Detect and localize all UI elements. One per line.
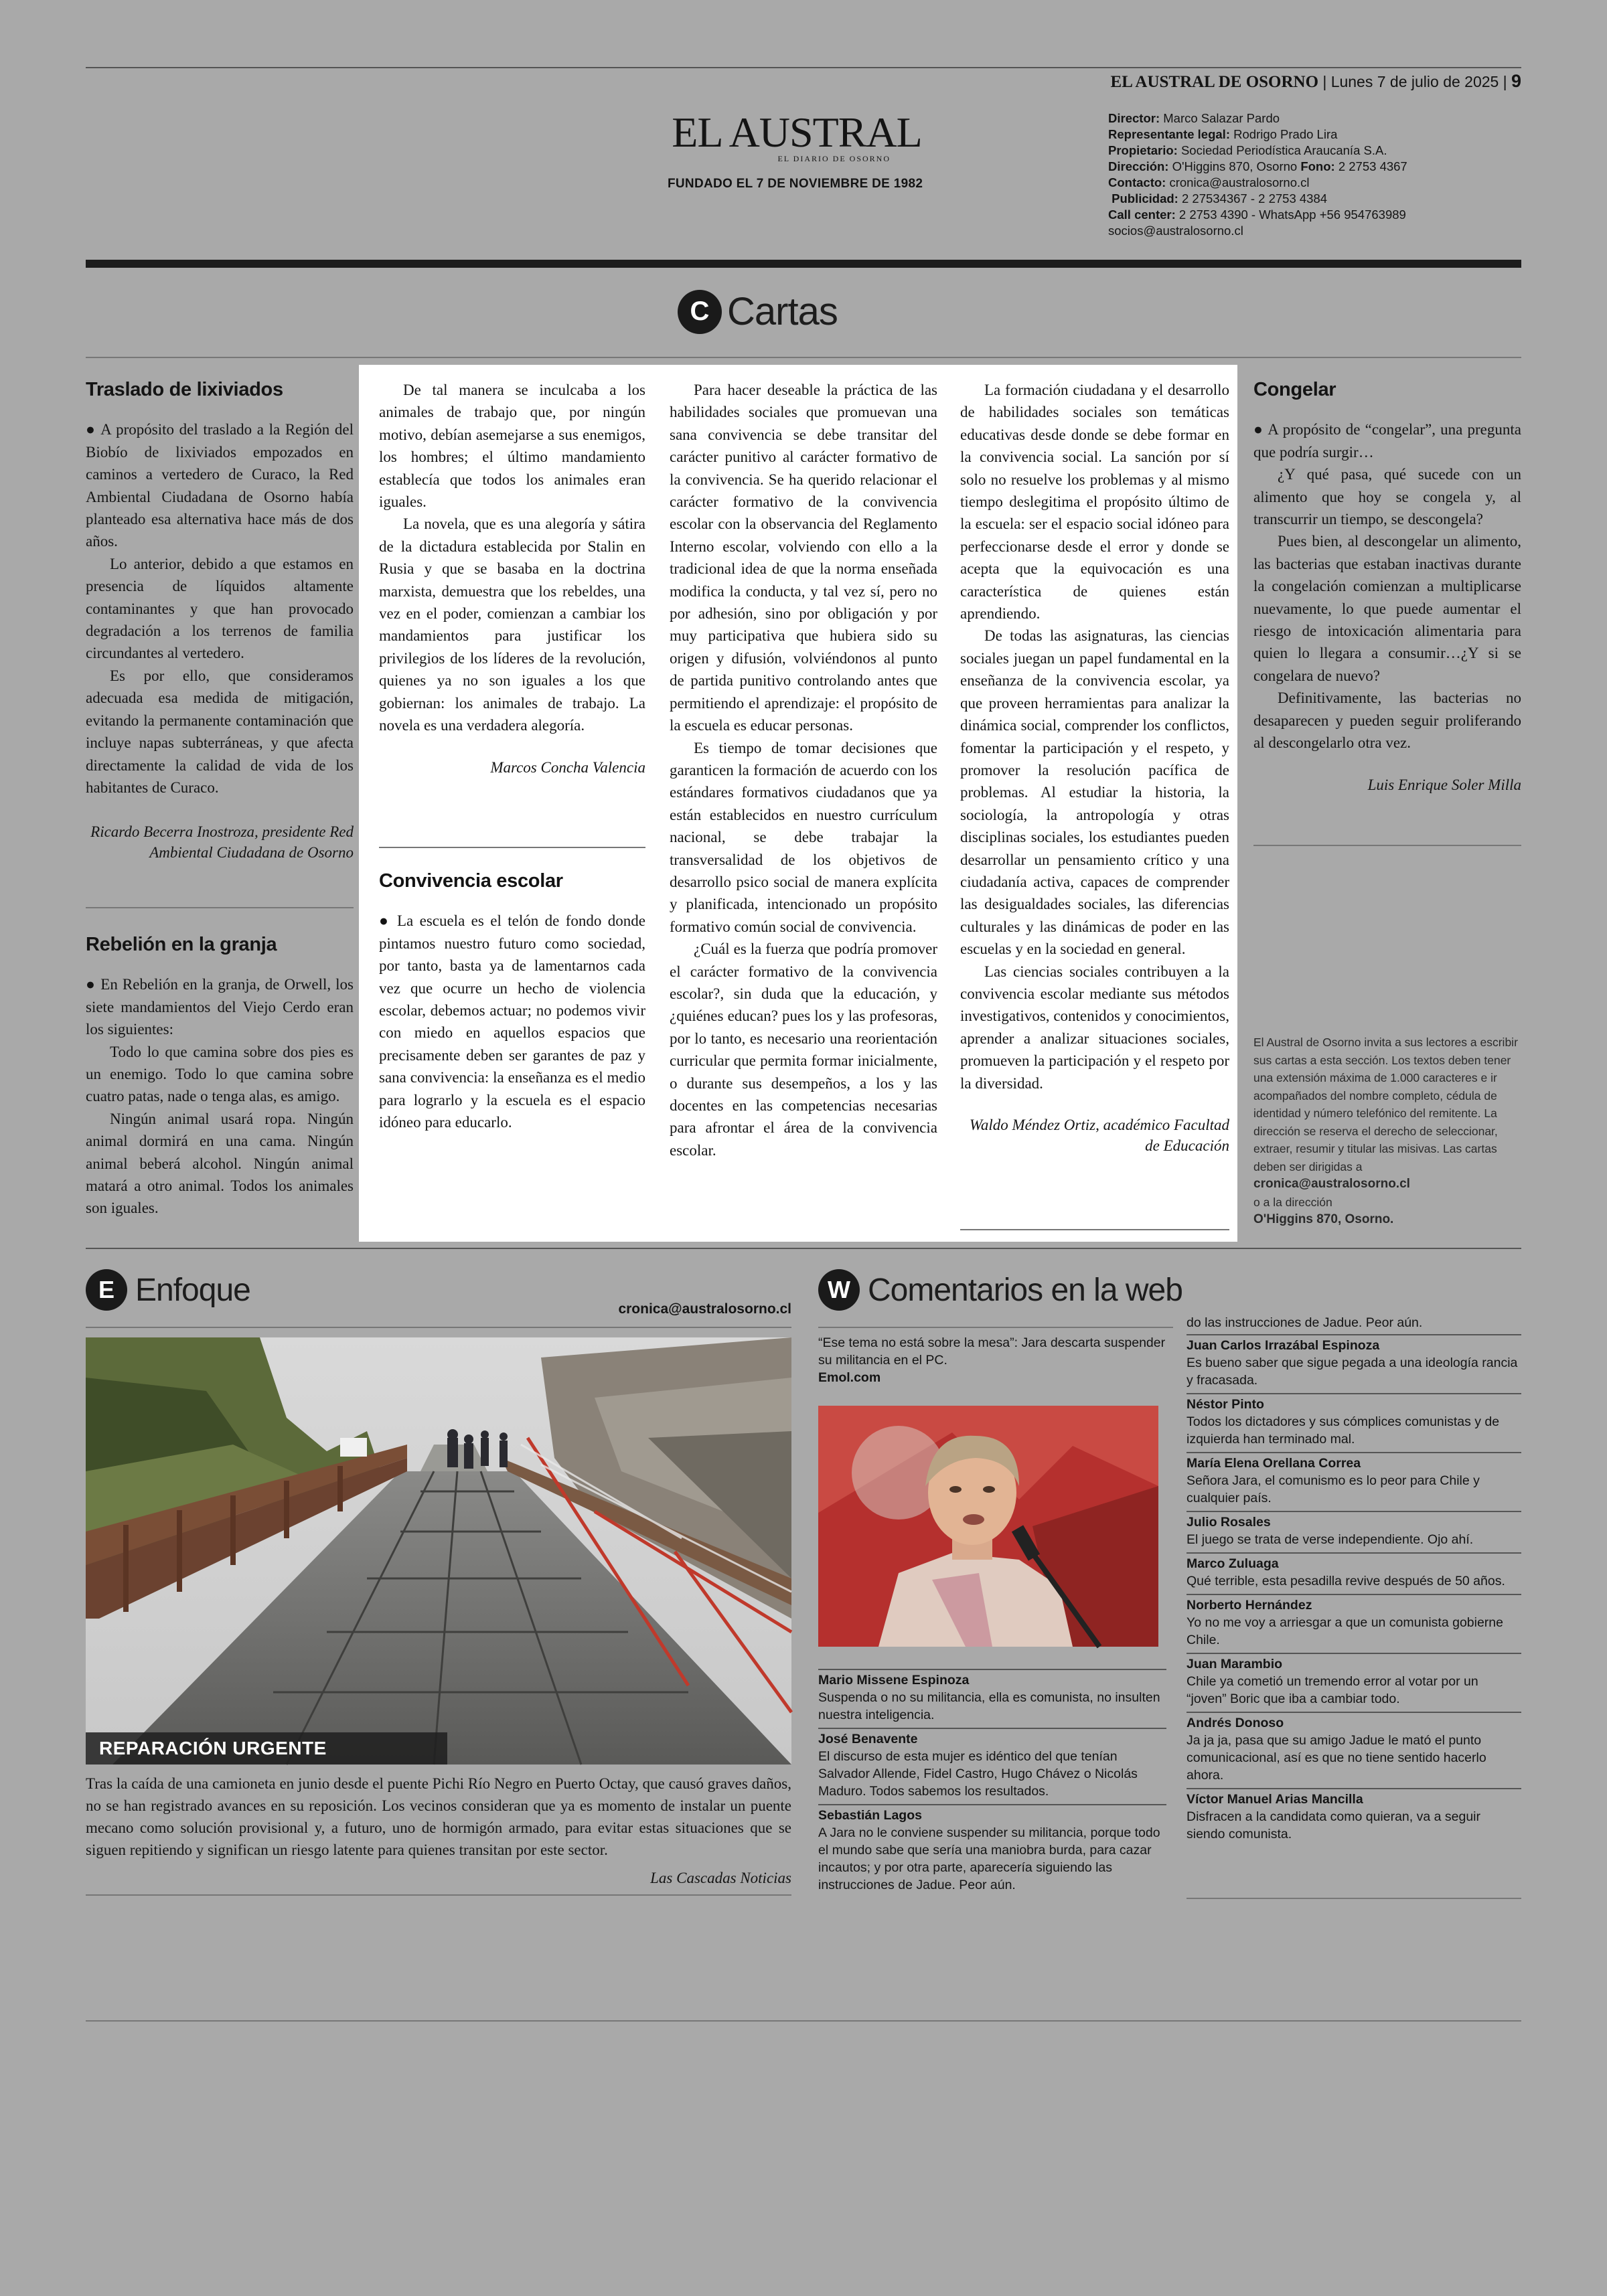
divider-col1	[86, 907, 354, 908]
logo-sub: EL DIARIO DE OSORNO	[777, 154, 891, 163]
invitation-address: O'Higgins 870, Osorno.	[1253, 1212, 1394, 1226]
enfoque-rule	[86, 1327, 791, 1328]
socios-email[interactable]: socios@australosorno.cl	[1108, 224, 1243, 238]
convivencia-p6: De todas las asignaturas, las ciencias sociales juegan un papel fundamental en la enseñanza de la convivencia escolar, ya que proveen herramientas para analizar la dinámica social, comprender los conflictos, fomentar la participación y el respeto, y promover la resolución pacífica de problemas. Al estudiar la historia, la sociología, la antropología y otras disciplinas sociales, los estudiantes pueden desarrollar un pensamiento crítico y una ciudadanía activa, capaces de comprender las desigualdades sociales, las diferencias culturales y las dinámicas de poder en las escuelas y en la sociedad en general.	[960, 627, 1229, 958]
comment-text: Suspenda o no su militancia, ella es comunista, no insulten nuestra inteligencia.	[818, 1690, 1160, 1722]
rebelion-p3: Ningún animal usará ropa. Ningún animal dormirá en una cama. Ningún animal beberá alcohol. Ningún animal matará a otro animal. Todos los animales son iguales.	[86, 1110, 354, 1217]
letter-rebelion	[86, 934, 354, 1220]
commenter-name: Mario Missene Espinoza	[818, 1673, 970, 1688]
comment-text: Qué terrible, esta pesadilla revive después de 50 años.	[1187, 1574, 1505, 1588]
call-center: 2 2753 4390 - WhatsApp +56 954763989	[1178, 208, 1406, 222]
web-lead	[818, 1334, 1166, 1386]
heading-congelar: Congelar	[1253, 379, 1336, 400]
heading-convivencia: Convivencia escolar	[379, 870, 563, 892]
cartas-rule	[86, 357, 1521, 358]
rebelion-p5: La novela, que es una alegoría y sátira de la dictadura establecida por Stalin en Rusia y que se basaba en la doctrina marxista, demuestra que los rebeldes, una vez en el poder, comienzan a cambiar los mandamientos para justificar los privilegios de los líderes de la revolución, quienes ya no son iguales a los que gobiernan: los animales de trabajo. La novela es una verdadera alegoría.	[379, 515, 645, 734]
web-comment	[1187, 1712, 1521, 1784]
convivencia-p4: ¿Cuál es la fuerza que podría promover el carácter formativo de la convivencia escolar?, sin duda que la educación, y ¿quiénes educan? pues los y las profesoras, por lo tanto, es necesario una reorientación curricular que permita formar inicialmente, o durante sus desempeños, a los y las docentes en las competencias necesarias para afrontar el área de la convivencia escolar.	[670, 940, 937, 1159]
rebelion-signature: Marcos Concha Valencia	[490, 758, 645, 776]
web-comment	[818, 1804, 1166, 1892]
rep-label: Representante legal:	[1108, 127, 1230, 141]
enfoque-bottom-rule	[86, 1894, 791, 1896]
web-comment	[818, 1728, 1166, 1800]
lixiviados-p1: A propósito del traslado a la Región del Biobío de lixiviados empozados en caminos a vertedero de Curaco, la Red Ambiental Ciudadana de Osorno había planteado esa alternativa hace más de dos años.	[86, 421, 354, 550]
web-comment	[818, 1669, 1166, 1724]
web-comment	[1187, 1594, 1521, 1649]
bullet-icon: ●	[379, 912, 391, 930]
comment-text: Es bueno saber que sigue pegada a una ideología rancia y fracasada.	[1187, 1356, 1518, 1388]
convivencia-p5: La formación ciudadana y el desarrollo de habilidades sociales son temáticas educativas desde donde se debe formar en la convivencia social. La sanción por sí solo no resuelve los problemas y al mismo tiempo deslegitima el propósito último de la escuela: ser el espacio social idóneo para perfeccionarse desde el error y donde se acepta que la equivocación es una característica de quienes están aprendiendo.	[960, 382, 1229, 623]
enfoque-title	[86, 1269, 250, 1311]
bullet-icon: ●	[86, 975, 96, 993]
address: O'Higgins 870, Osorno	[1172, 159, 1298, 173]
top-rule	[86, 67, 1521, 68]
letter-lixiviados	[86, 379, 354, 863]
heading-rebelion: Rebelión en la granja	[86, 934, 277, 955]
convivencia-p1: La escuela es el telón de fondo donde pintamos nuestro futuro como sociedad, por tanto, basta ya de lamentarnos cada vez que ocurre un hecho de violencia escolar, debemos actuar; no podemos vivir con miedo en aquellos espacios que precisamente deben ser garantes de paz y sana convivencia: la enseñanza es el medio para lograrlo y la escuela es el espacio idóneo para educarlo.	[379, 912, 645, 1131]
web-comment	[1187, 1552, 1521, 1590]
legal-rep: Rodrigo Prado Lira	[1233, 127, 1338, 141]
web-badge-icon: W	[818, 1269, 860, 1311]
letter-convivencia-cont2	[960, 379, 1229, 1156]
web-comment	[1187, 1653, 1521, 1708]
enfoque-title-text: Enfoque	[135, 1272, 250, 1308]
web-comments-right	[1187, 1314, 1521, 1847]
folio-newspaper: EL AUSTRAL DE OSORNO	[1110, 73, 1319, 91]
enfoque-credit: Las Cascadas Noticias	[650, 1870, 791, 1886]
letter-convivencia-cont	[670, 379, 937, 1161]
commenter-name: Néstor Pinto	[1187, 1397, 1264, 1412]
commenter-name: José Benavente	[818, 1732, 918, 1746]
owner-label: Propietario:	[1108, 143, 1178, 157]
owner: Sociedad Periodística Araucanía S.A.	[1180, 143, 1387, 157]
congelar-p2: ¿Y qué pasa, qué sucede con un alimento que hoy se congela y, al transcurrir un tiempo, se descongela?	[1253, 466, 1521, 528]
congelar-p4: Definitivamente, las bacterias no desaparecen y pueden seguir proliferando al descongelarlo otra vez.	[1253, 689, 1521, 752]
enfoque-email[interactable]: cronica@australosorno.cl	[618, 1301, 791, 1317]
logo	[643, 108, 951, 163]
congelar-signature: Luis Enrique Soler Milla	[1367, 776, 1521, 793]
invitation-text: El Austral de Osorno invita a sus lectores a escribir sus cartas a esta sección. Los textos deben tener una extensión máxima de 1.000 caracteres e ir acompañados del nombre completo, cédula de identidad y número telefónico del remitente. La dirección se reserva el derecho de seleccionar, extraer, resumir y titular las misivas. Las cartas deben ser dirigidas a	[1253, 1036, 1518, 1173]
comment-text: Chile ya cometió un tremendo error al votar por un “joven” Boric que iba a cambiar todo.	[1187, 1674, 1478, 1706]
founded-line: FUNDADO EL 7 DE NOVIEMBRE DE 1982	[668, 177, 923, 191]
cartas-title	[678, 289, 838, 334]
commenter-name: Sebastián Lagos	[818, 1808, 922, 1823]
web-title	[818, 1269, 1182, 1311]
congelar-p3: Pues bien, al descongelar un alimento, las bacterias que estaban inactivas durante la congelación comienzan a multiplicarse nuevamente, lo que puede aumentar el riesgo de intoxicación alimentaria para quien lo llegara a consumir…¿Y si se congelara de nuevo?	[1253, 533, 1521, 684]
comment-text: Yo no me voy a arriesgar a que un comunista gobierne Chile.	[1187, 1615, 1503, 1647]
web-title-text: Comentarios en la web	[868, 1272, 1182, 1308]
rebelion-p1: En Rebelión en la granja, de Orwell, los siete mandamientos del Viejo Cerdo eran los siguientes:	[86, 976, 354, 1038]
enfoque-photo	[86, 1337, 791, 1765]
comment-text: Todos los dictadores y sus cómplices comunistas y de izquierda han terminado mal.	[1187, 1414, 1500, 1447]
section-rule	[86, 1248, 1521, 1249]
web-comment	[1187, 1334, 1521, 1389]
bullet-icon: ●	[1253, 420, 1264, 438]
masthead-info	[1108, 110, 1523, 239]
cartas-badge-icon: C	[678, 290, 722, 334]
lixiviados-p3: Es por ello, que consideramos adecuada esa medida de mitigación, evitando la permanente contaminación que incluye napas subterráneas, y que afecta directamente la calidad de vida de los habitantes de Curaco.	[86, 667, 354, 796]
contact-email[interactable]: cronica@australosorno.cl	[1169, 175, 1310, 189]
comment-text: Disfracen a la candidata como quieran, va a seguir siendo comunista.	[1187, 1809, 1480, 1841]
page-number: 9	[1511, 71, 1521, 91]
letters-invitation	[1253, 1034, 1521, 1229]
director: Marco Salazar Pardo	[1163, 111, 1280, 125]
phone-label: Fono:	[1300, 159, 1335, 173]
comment-text: El discurso de esta mujer es idéntico del que tenían Salvador Allende, Fidel Castro, Hugo Chávez o Nicolás Maduro. Todos sabemos los resultados.	[818, 1749, 1138, 1799]
invitation-or: o a la dirección	[1253, 1195, 1332, 1209]
speaker-photo-image	[818, 1406, 1158, 1647]
footer-rule	[86, 2020, 1521, 2022]
bridge-photo-image	[86, 1337, 791, 1765]
commenter-name: Norberto Hernández	[1187, 1598, 1312, 1613]
rebelion-p2: Todo lo que camina sobre dos pies es un enemigo. Todo lo que camina sobre cuatro patas, nade o tenga alas, es amigo.	[86, 1043, 354, 1105]
comment-text: Señora Jara, el comunismo es lo peor para Chile y cualquier país.	[1187, 1473, 1480, 1505]
folio-date: Lunes 7 de julio de 2025	[1330, 73, 1499, 90]
divider-col5	[1253, 845, 1521, 846]
web-rule	[818, 1327, 1173, 1328]
web-comment	[1187, 1452, 1521, 1507]
logo-main: EL AUSTRAL	[672, 108, 922, 156]
commenter-name: Juan Carlos Irrazábal Espinoza	[1187, 1338, 1380, 1353]
letter-convivencia	[379, 870, 645, 1133]
comment-continuation: do las instrucciones de Jadue. Peor aún.	[1187, 1315, 1423, 1330]
call-label: Call center:	[1108, 208, 1176, 222]
congelar-p1: A propósito de “congelar”, una pregunta que podría surgir…	[1253, 421, 1521, 461]
cartas-title-text: Cartas	[727, 290, 838, 333]
commenter-name: Víctor Manuel Arias Mancilla	[1187, 1792, 1363, 1807]
letter-congelar	[1253, 379, 1521, 795]
photo-label: REPARACIÓN URGENTE	[86, 1732, 447, 1765]
enfoque-caption: Tras la caída de una camioneta en junio desde el puente Pichi Río Negro en Puerto Octay, que causó graves daños, no se han registrado avances en su reposición. Los vecinos consideran que ya es momento de instalar un puente mecano como solución provisional y, a futuro, uno de hormigón armado, para evitar estas situaciones que se siguen repitiendo y significan un riesgo latente para quienes transitan por este sector.	[86, 1775, 791, 1858]
letter-rebelion-cont	[379, 379, 645, 778]
rebelion-p4: De tal manera se inculcaba a los animales de trabajo que, por ningún motivo, debían asemejarse a sus enemigos, los hombres; el último mandamiento establecía que todos los animales eran iguales.	[379, 382, 645, 511]
contact-label: Contacto:	[1108, 175, 1166, 189]
web-bottom-rule	[1187, 1898, 1521, 1899]
web-comments-left	[818, 1669, 1166, 1892]
lixiviados-signature: Ricardo Becerra Inostroza, presidente Red Ambiental Ciudadana de Osorno	[90, 823, 354, 862]
bullet-icon: ●	[86, 420, 96, 438]
divider-col2	[379, 847, 645, 848]
web-comment	[1187, 1393, 1521, 1448]
director-label: Director:	[1108, 111, 1160, 125]
convivencia-p7: Las ciencias sociales contribuyen a la convivencia escolar mediante sus métodos investigativos, contenidos y conocimientos, aprender a analizar situaciones sociales, promueven la participación y el respeto por la diversidad.	[960, 963, 1229, 1092]
comment-text: A Jara no le conviene suspender su militancia, porque todo el mundo sabe que sería una maniobra burda, para cazar incautos; y por otra parte, aparecería siguiendo las instrucciones de Jadue. Peor aún.	[818, 1825, 1160, 1892]
invitation-email[interactable]: cronica@australosorno.cl	[1253, 1177, 1410, 1191]
ads-phone: 2 27534367 - 2 2753 4384	[1181, 191, 1328, 206]
commenter-name: Andrés Donoso	[1187, 1716, 1284, 1730]
speaker-photo	[818, 1406, 1158, 1647]
commenter-name: Julio Rosales	[1187, 1515, 1271, 1530]
commenter-name: Juan Marambio	[1187, 1657, 1283, 1671]
commenter-name: Marco Zuluaga	[1187, 1556, 1279, 1571]
web-comment	[1187, 1788, 1521, 1843]
lixiviados-p2: Lo anterior, debido a que estamos en presencia de líquidos altamente contaminantes y que han provocado degradación a los terrenos de familia circundantes al vertedero.	[86, 555, 354, 662]
header-thick-rule	[86, 260, 1521, 268]
convivencia-signature: Waldo Méndez Ortiz, académico Facultad de Educación	[969, 1117, 1229, 1154]
enfoque-badge-icon: E	[86, 1269, 127, 1311]
web-comment	[1187, 1511, 1521, 1548]
ads-label: Publicidad:	[1112, 191, 1178, 206]
phone: 2 2753 4367	[1338, 159, 1407, 173]
web-lead-text: “Ese tema no está sobre la mesa”: Jara descarta suspender su militancia en el PC.	[818, 1335, 1166, 1368]
convivencia-p3: Es tiempo de tomar decisiones que garanticen la formación de acuerdo con los estándares formativos ciudadanos que ya están establecidos en nuestro currículum nacional, se debe trabajar la transversalidad de los objetivos de desarrollo psico social de manera explícita y planificada, intencionado un propósito formativo común social de convivencia.	[670, 739, 937, 935]
folio: EL AUSTRAL DE OSORNO | Lunes 7 de julio de 2025 | 9	[1110, 71, 1521, 91]
heading-lixiviados: Traslado de lixiviados	[86, 379, 283, 400]
comment-text: El juego se trata de verse independiente. Ojo ahí.	[1187, 1532, 1474, 1547]
web-source[interactable]: Emol.com	[818, 1370, 881, 1385]
commenter-name: María Elena Orellana Correa	[1187, 1456, 1361, 1471]
convivencia-p2: Para hacer deseable la práctica de las habilidades sociales que promuevan una sana convivencia se debe transitar del carácter punitivo al carácter formativo de la convivencia. Se ha querido relacionar el carácter formativo de la convivencia escolar con la observancia del Reglamento Interno escolar, volviendo con ello a la tradicional idea de que la norma enseñada modifica la conducta, y tal vez sí, pero no por adhesión, sino por obligación y por muy participativa que hubiera sido su origen y difusión, volviéndonos al punto de partida punitivo controlando antes que permitiendo el aprendizaje: el propósito de la escuela es educar personas.	[670, 382, 937, 734]
address-label: Dirección:	[1108, 159, 1169, 173]
comment-text: Ja ja ja, pasa que su amigo Jadue le mató el punto comunicacional, así es que no tiene sentido hacerlo ahora.	[1187, 1733, 1486, 1783]
divider-col4	[960, 1229, 1229, 1230]
